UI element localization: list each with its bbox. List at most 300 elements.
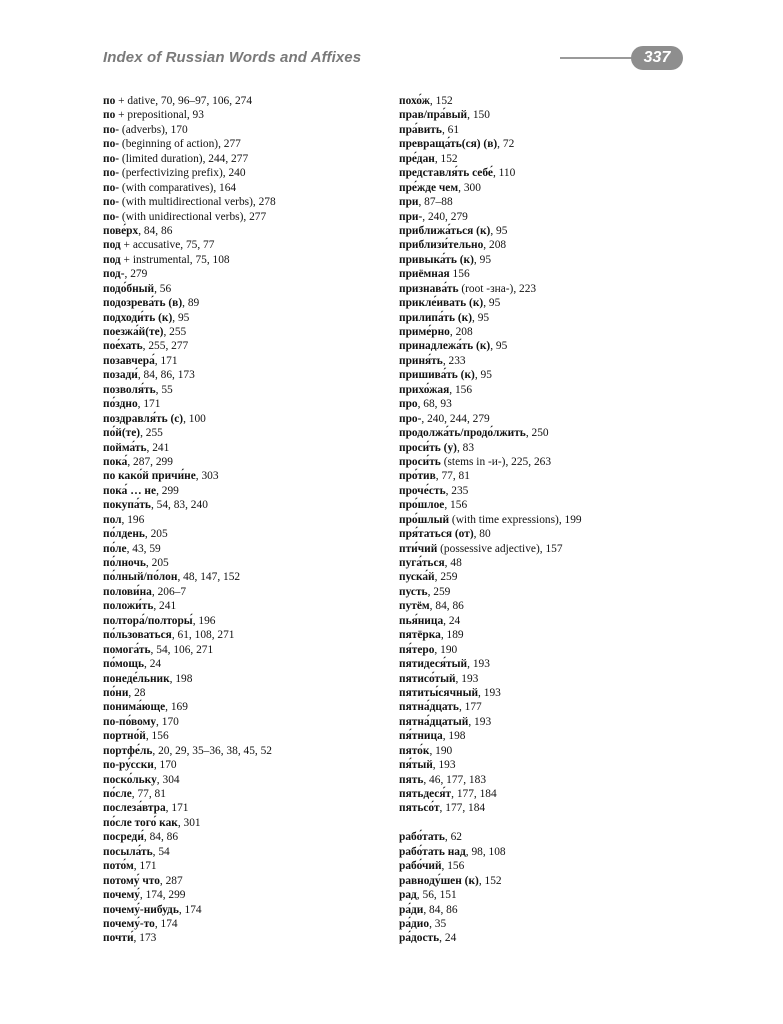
index-entry: [399, 325, 699, 339]
index-references: , 169: [165, 701, 188, 714]
index-headword: по-: [103, 196, 120, 209]
index-entry: [103, 368, 383, 382]
index-references: + accusative, 75, 77: [120, 239, 215, 252]
index-entry: [103, 744, 383, 758]
index-references: , 43, 59: [126, 542, 161, 555]
index-entry: [103, 672, 383, 686]
index-headword: про́тив: [399, 470, 436, 483]
index-references: , 35: [429, 917, 447, 930]
index-headword: про-: [399, 412, 422, 425]
index-entry: [103, 787, 383, 801]
index-headword: приёмная: [399, 268, 450, 281]
index-headword: почти́: [103, 932, 134, 945]
index-headword: позади́: [103, 369, 138, 382]
index-headword: пятьдеся́т: [399, 788, 452, 800]
index-headword: посреди́: [103, 831, 144, 844]
index-headword: по́й(те): [103, 427, 141, 440]
index-headword: пока́: [103, 455, 128, 468]
index-entry: [103, 339, 383, 353]
index-entry: [399, 830, 699, 844]
index-headword: почему́-нибудь: [103, 903, 179, 916]
index-headword: пятьсо́т: [399, 802, 440, 815]
index-references: , 20, 29, 35–36, 38, 45, 52: [152, 744, 272, 757]
index-headword: похо́ж: [399, 95, 430, 107]
index-headword: пятидеся́тый: [399, 658, 468, 671]
index-headword: рабо́чий: [399, 860, 442, 873]
index-headword: рабо́тать: [399, 831, 445, 844]
index-references: + dative, 70, 96–97, 106, 274: [115, 95, 253, 107]
index-headword: пое́хать: [103, 340, 143, 353]
index-entry: [399, 874, 699, 888]
index-entry: [103, 383, 383, 397]
index-references: (limited duration), 244, 277: [119, 152, 249, 165]
index-references: , 84, 86: [423, 903, 458, 916]
index-references: , 152: [478, 874, 502, 887]
index-headword: полови́на: [103, 585, 152, 598]
index-headword: путём: [399, 600, 430, 613]
index-entry: [103, 325, 383, 339]
index-entry: [399, 412, 699, 426]
index-references: (perfectivizing prefix), 240: [119, 167, 246, 180]
index-entry: [103, 773, 383, 787]
index-headword: пято́к: [399, 744, 430, 757]
index-entry: [103, 296, 383, 310]
index-entry: [103, 888, 383, 902]
index-references: , 156: [449, 383, 473, 396]
index-headword: понеде́льник: [103, 672, 170, 685]
index-headword: позволя́ть: [103, 383, 156, 396]
index-references: (possessive adjective), 157: [437, 542, 563, 555]
index-references: , 24: [144, 658, 162, 671]
index-headword: пуга́ться: [399, 557, 445, 569]
index-references: , 77, 81: [435, 470, 470, 483]
index-entry: [399, 556, 699, 570]
page-number-badge: 337: [631, 46, 683, 70]
index-references: , 300: [458, 181, 481, 194]
index-entry: [103, 484, 383, 498]
index-entry: [399, 744, 699, 758]
index-headword: пятна́дцатый: [399, 715, 469, 728]
index-headword: позавчера́: [103, 354, 155, 367]
index-headword: равноду́шен (к): [399, 874, 479, 887]
index-entry: [399, 513, 699, 527]
index-entry: [399, 166, 699, 180]
index-headword: проче́сть: [399, 484, 446, 497]
running-head-title: Index of Russian Words and Affixes: [103, 49, 362, 66]
index-headword: проси́ть: [399, 455, 441, 468]
index-entry: [399, 903, 699, 917]
index-headword: по: [103, 95, 116, 107]
index-entry: [399, 123, 699, 137]
index-entry: [399, 758, 699, 772]
index-references: , 173: [133, 932, 157, 945]
index-entry: [103, 181, 383, 195]
index-entry: [103, 830, 383, 844]
index-headword: представля́ть себе́: [399, 167, 493, 180]
index-entry: [399, 527, 699, 541]
index-entry: [103, 397, 383, 411]
index-entry: [399, 845, 699, 859]
index-entry: [103, 108, 383, 122]
index-entry: [399, 700, 699, 714]
index-headword: прав/пра́вый: [399, 109, 468, 122]
index-entry: [399, 195, 699, 209]
index-headword: поздравля́ть (с): [103, 412, 184, 425]
index-headword: понима́юще: [103, 701, 166, 714]
index-entry: [103, 224, 383, 238]
index-headword: по-: [103, 123, 120, 136]
index-entry: [103, 311, 383, 325]
index-entry: [399, 585, 699, 599]
index-headword: портно́й: [103, 730, 146, 743]
index-references: , 255: [140, 427, 163, 440]
index-headword: прикле́ивать (к): [399, 297, 484, 310]
index-headword: продолжа́ть/продо́лжить: [399, 427, 526, 440]
index-entry: [399, 614, 699, 628]
index-entry: [399, 888, 699, 902]
index-headword: пря́таться (от): [399, 528, 474, 541]
index-references: , 54: [152, 845, 170, 858]
index-references: , 198: [169, 672, 193, 685]
index-references: , 54, 83, 240: [150, 499, 208, 512]
index-headword: пятисо́тый: [399, 672, 456, 685]
index-entry: [103, 917, 383, 931]
index-headword: признава́ть: [399, 282, 459, 295]
index-references: , 301: [177, 816, 201, 829]
index-references: , 189: [440, 629, 464, 642]
index-entry: [103, 166, 383, 180]
index-entry: [103, 585, 383, 599]
index-headword: под-: [103, 268, 125, 281]
index-references: , 174, 299: [139, 889, 186, 902]
index-headword: по́лный/по́лон: [103, 571, 178, 584]
index-entry: [399, 397, 699, 411]
index-headword: пришива́ть (к): [399, 369, 475, 382]
index-entry: [103, 643, 383, 657]
index-references: , 193: [455, 672, 479, 685]
index-references: , 84, 86: [138, 224, 173, 237]
index-references: , 177, 184: [451, 788, 497, 800]
index-headword: про́шлый: [399, 513, 450, 526]
index-headword: послеза́втра: [103, 802, 166, 815]
index-headword: при: [399, 196, 419, 209]
index-headword: про́шлое: [399, 499, 445, 512]
index-references: , 89: [182, 297, 200, 310]
index-references: (with multidirectional verbs), 278: [119, 196, 276, 209]
index-entry: [399, 296, 699, 310]
index-references: , 156: [441, 860, 465, 873]
index-entry: [103, 412, 383, 426]
index-references: , 241: [146, 441, 170, 454]
index-references: , 287: [159, 874, 183, 887]
index-entry: [103, 715, 383, 729]
index-entry: [399, 282, 699, 296]
index-references: , 241: [153, 600, 177, 613]
index-references: , 170: [153, 759, 177, 772]
index-references: , 62: [444, 831, 462, 844]
index-headword: пусть: [399, 585, 428, 598]
index-headword: пять: [399, 773, 424, 786]
index-references: , 95: [483, 297, 501, 310]
index-references: , 48: [444, 557, 462, 569]
index-references: , 303: [195, 470, 219, 483]
index-entry: [103, 527, 383, 541]
index-headword: по-: [103, 167, 120, 180]
index-references: , 77, 81: [131, 788, 166, 800]
index-references: , 72: [497, 138, 515, 151]
index-headword: под: [103, 239, 121, 252]
index-references: , 48, 147, 152: [177, 571, 241, 584]
index-references: , 196: [192, 614, 216, 627]
index-references: , 24: [443, 614, 461, 627]
index-headword: прихо́жая: [399, 383, 450, 396]
index-headword: приня́ть: [399, 354, 443, 367]
index-references: , 55: [155, 383, 173, 396]
index-headword: по́лдень: [103, 528, 145, 541]
index-references: , 56: [154, 282, 172, 295]
index-references: , 156: [444, 499, 468, 512]
index-references: , 174: [178, 903, 202, 916]
index-entry: [399, 715, 699, 729]
index-references: , 205: [144, 528, 168, 541]
index-entry: [399, 210, 699, 224]
index-headword: при-: [399, 210, 423, 223]
index-references: , 95: [473, 253, 492, 266]
index-references: , 240, 279: [422, 210, 468, 223]
index-headword: пья́ница: [399, 614, 444, 627]
index-references: + prepositional, 93: [115, 109, 204, 122]
index-entry: [399, 224, 699, 238]
index-headword: пото́м: [103, 860, 134, 873]
index-headword: по: [103, 109, 116, 122]
index-entry: [399, 152, 699, 166]
index-headword: по-: [103, 181, 120, 194]
index-references: , 255: [163, 326, 187, 338]
index-references: , 259: [434, 571, 458, 584]
index-headword: поезжа́й(те): [103, 326, 164, 338]
index-entry: [399, 672, 699, 686]
index-references: , 61: [441, 123, 460, 136]
index-entry: [103, 195, 383, 209]
index-entry: [399, 686, 699, 700]
index-references: , 193: [432, 759, 456, 772]
index-references: , 174: [154, 917, 178, 930]
index-references: , 87–88: [418, 196, 453, 209]
index-headword: по-по́вому: [103, 715, 157, 728]
index-entry: [103, 614, 383, 628]
index-references: , 46, 177, 183: [423, 773, 487, 786]
index-references: , 95: [172, 311, 190, 324]
index-entry: [399, 657, 699, 671]
index-references: , 171: [137, 398, 161, 411]
index-headword: пол: [103, 513, 122, 526]
index-entry: [103, 758, 383, 772]
index-entry: [103, 152, 383, 166]
index-references: , 206–7: [151, 585, 187, 598]
index-entry: [399, 917, 699, 931]
index-entry: [103, 903, 383, 917]
index-references: (adverbs), 170: [119, 123, 188, 136]
index-entry: [399, 729, 699, 743]
index-entry: [103, 729, 383, 743]
index-headword: поско́льку: [103, 773, 157, 786]
index-entry: [399, 181, 699, 195]
index-column-left: [103, 94, 383, 946]
index-entry: [399, 484, 699, 498]
index-references: (with time expressions), 199: [449, 513, 582, 526]
index-references: , 198: [442, 730, 466, 743]
index-entry: [399, 137, 699, 151]
index-entry: [103, 570, 383, 584]
index-entry: [399, 441, 699, 455]
index-headword: полтора́/полторы́: [103, 614, 193, 627]
index-references: , 177, 184: [439, 802, 486, 815]
index-entry: [399, 238, 699, 252]
index-entry: [103, 455, 383, 469]
index-entry: [399, 542, 699, 556]
index-entry: [103, 469, 383, 483]
index-references: , 24: [439, 932, 457, 945]
index-entry: [103, 542, 383, 556]
index-headword: почему́: [103, 889, 140, 902]
index-entry: [399, 94, 699, 108]
index-headword: покупа́ть: [103, 499, 151, 512]
index-headword: портфе́ль: [103, 744, 153, 757]
index-references: , 152: [434, 152, 458, 165]
index-references: (stems in -и-), 225, 263: [440, 455, 552, 468]
index-references: , 171: [154, 354, 178, 367]
index-entry: [103, 137, 383, 151]
index-references: , 61, 108, 271: [171, 629, 235, 642]
index-entry: [103, 657, 383, 671]
index-entry: [103, 686, 383, 700]
page-header: [0, 0, 783, 80]
index-headword: по́лночь: [103, 557, 146, 569]
index-entry: [103, 354, 383, 368]
index-entry: [399, 859, 699, 873]
section-gap: [399, 816, 699, 830]
index-headword: почему́-то: [103, 917, 155, 930]
index-entry: [103, 253, 383, 267]
index-headword: по-: [103, 152, 120, 165]
index-references: , 80: [473, 528, 491, 541]
index-headword: пти́чий: [399, 542, 438, 555]
index-entry: [399, 339, 699, 353]
index-entry: [103, 845, 383, 859]
index-references: , 110: [492, 167, 516, 180]
index-entry: [103, 426, 383, 440]
index-references: , 98, 108: [465, 845, 506, 858]
index-references: , 235: [445, 484, 469, 497]
index-headword: по́ни: [103, 686, 129, 699]
index-headword: по́сле того́ как: [103, 816, 178, 829]
index-headword: пя́тница: [399, 730, 443, 743]
index-references: , 193: [467, 658, 490, 671]
index-entry: [399, 455, 699, 469]
index-headword: по-: [103, 138, 120, 151]
index-entry: [399, 931, 699, 945]
index-references: , 171: [165, 802, 189, 815]
index-headword: по-ру́сски: [103, 759, 154, 772]
index-references: , 205: [145, 557, 169, 569]
index-entry: [103, 628, 383, 642]
index-entry: [103, 498, 383, 512]
index-references: , 95: [472, 311, 490, 324]
index-references: , 95: [490, 224, 508, 237]
index-references: , 250: [525, 427, 549, 440]
index-entry: [103, 210, 383, 224]
index-entry: [399, 787, 699, 801]
index-references: , 255, 277: [142, 340, 189, 353]
index-headword: принадлежа́ть (к): [399, 340, 491, 353]
index-headword: пя́тый: [399, 759, 433, 772]
index-references: , 95: [474, 369, 492, 382]
index-references: , 84, 86: [429, 600, 464, 613]
index-references: 156: [449, 268, 470, 281]
index-entry: [399, 108, 699, 122]
index-references: , 84, 86, 173: [137, 369, 195, 382]
index-entry: [103, 123, 383, 137]
index-entry: [399, 628, 699, 642]
index-references: , 190: [434, 643, 458, 656]
index-headword: пре́жде чем: [399, 181, 459, 194]
index-entry: [103, 238, 383, 252]
index-references: + instrumental, 75, 108: [120, 253, 230, 266]
index-references: , 208: [483, 239, 507, 252]
index-references: , 177: [458, 701, 482, 714]
index-references: , 196: [121, 513, 145, 526]
index-headword: про: [399, 398, 418, 411]
index-headword: пове́рх: [103, 224, 139, 237]
index-references: , 287, 299: [127, 455, 173, 468]
index-headword: пре́дан: [399, 152, 435, 165]
index-references: , 150: [467, 109, 490, 122]
index-references: , 95: [490, 340, 508, 353]
index-headword: помога́ть: [103, 643, 151, 656]
index-references: , 56, 151: [416, 889, 457, 902]
index-references: , 208: [449, 326, 473, 338]
index-entry: [103, 859, 383, 873]
index-entry: [399, 469, 699, 483]
index-headword: рад: [399, 889, 417, 902]
index-entry: [103, 874, 383, 888]
index-headword: подо́бный: [103, 282, 155, 295]
index-entry: [103, 556, 383, 570]
index-references: (with comparatives), 164: [119, 181, 237, 194]
index-headword: под: [103, 253, 121, 266]
index-references: , 100: [183, 412, 206, 425]
index-references: , 68, 93: [417, 398, 452, 411]
index-headword: ра́дио: [399, 917, 430, 930]
index-headword: приближа́ться (к): [399, 224, 491, 237]
index-entry: [399, 643, 699, 657]
index-references: , 83: [456, 441, 475, 454]
index-references: , 279: [124, 268, 148, 281]
index-entry: [399, 801, 699, 815]
index-entry: [399, 383, 699, 397]
index-references: , 304: [156, 773, 180, 786]
index-entry: [399, 426, 699, 440]
index-references: , 240, 244, 279: [421, 412, 490, 425]
index-references: , 170: [156, 715, 179, 728]
index-headword: по како́й причи́не: [103, 470, 196, 483]
index-headword: по-: [103, 210, 120, 223]
index-entry: [103, 513, 383, 527]
index-entry: [103, 599, 383, 613]
index-entry: [103, 267, 383, 281]
index-references: , 193: [468, 715, 492, 728]
index-entry: [399, 368, 699, 382]
